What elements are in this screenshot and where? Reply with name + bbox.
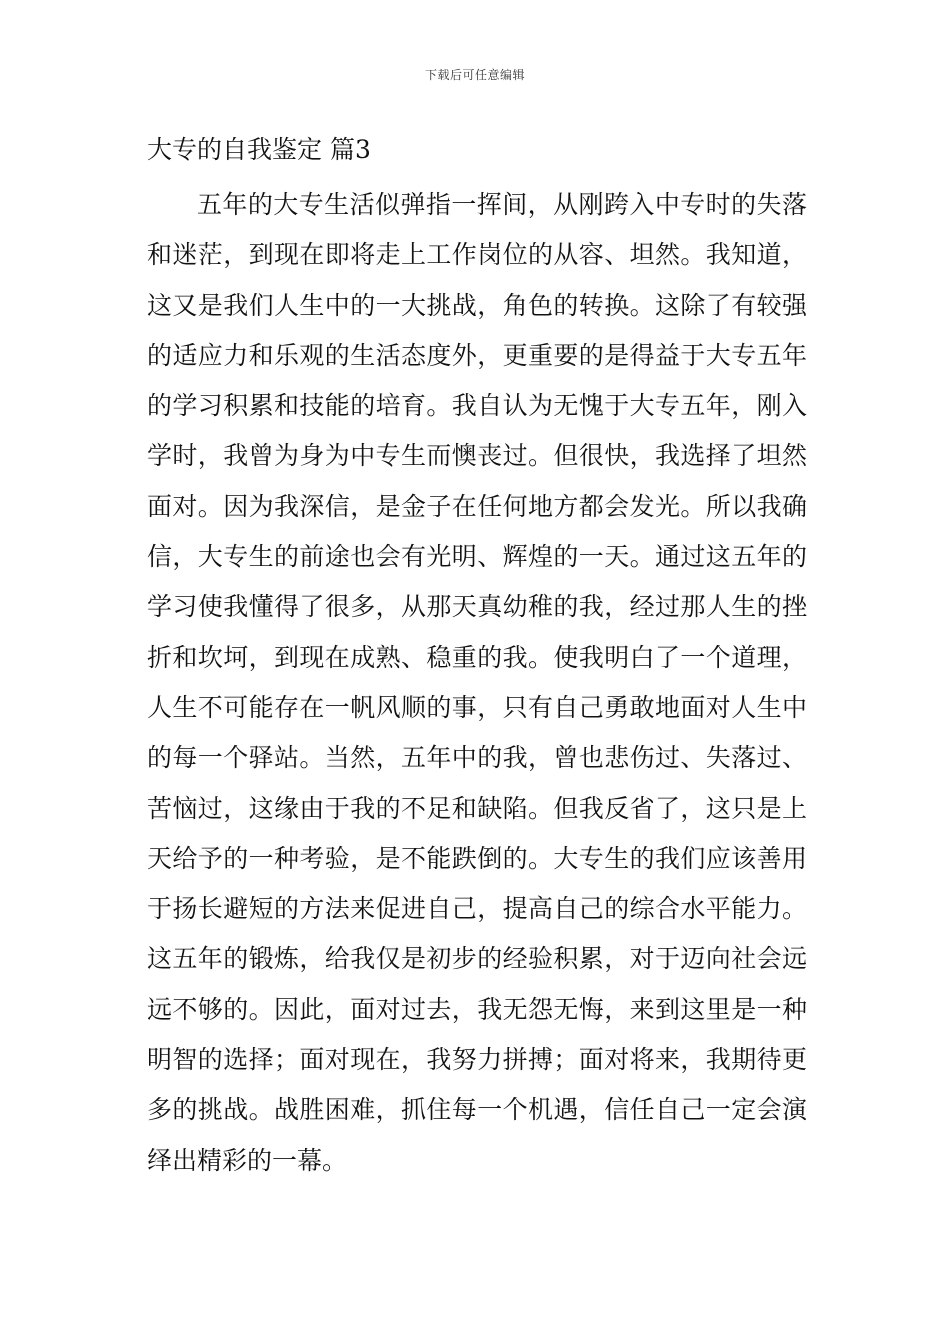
document-title: 大专的自我鉴定 篇3 bbox=[147, 135, 371, 164]
header-note: 下载后可任意编辑 bbox=[424, 68, 525, 82]
document-body-paragraph: 五年的大专生活似弹指一挥间，从刚跨入中专时的失落和迷茫，到现在即将走上工作岗位的从容、坦然。我知道，这又是我们人生中的一大挑战，角色的转换。这除了有较强的适应力和乐观的生活态度外，更重要的是得益于大专五年的学习积累和技能的培育。我自认为无愧于大专五年，刚入学时，我曾为身为中专生而懊丧过。但很快，我选择了坦然面对。因为我深信，是金子在任何地方都会发光。所以我确信，大专生的前途也会有光明、辉煌的一天。通过这五年的学习使我懂得了很多，从那天真幼稚的我，经过那人生的挫折和坎坷，到现在成熟、稳重的我。使我明白了一个道理，人生不可能存在一帆风顺的事，只有自己勇敢地面对人生中的每一个驿站。当然，五年中的我，曾也悲伤过、失落过、苦恼过，这缘由于我的不足和缺陷。但我反省了，这只是上天给予的一种考验，是不能跌倒的。大专生的我们应该善用于扬长避短的方法来促进自己，提高自己的综合水平能力。这五年的锻炼，给我仅是初步的经验积累，对于迈向社会远远不够的。因此，面对过去，我无怨无悔，来到这里是一种明智的选择；面对现在，我努力拼搏；面对将来，我期待更多的挑战。战胜困难，抓住每一个机遇，信任自己一定会演绎出精彩的一幕。 bbox=[147, 190, 807, 1175]
